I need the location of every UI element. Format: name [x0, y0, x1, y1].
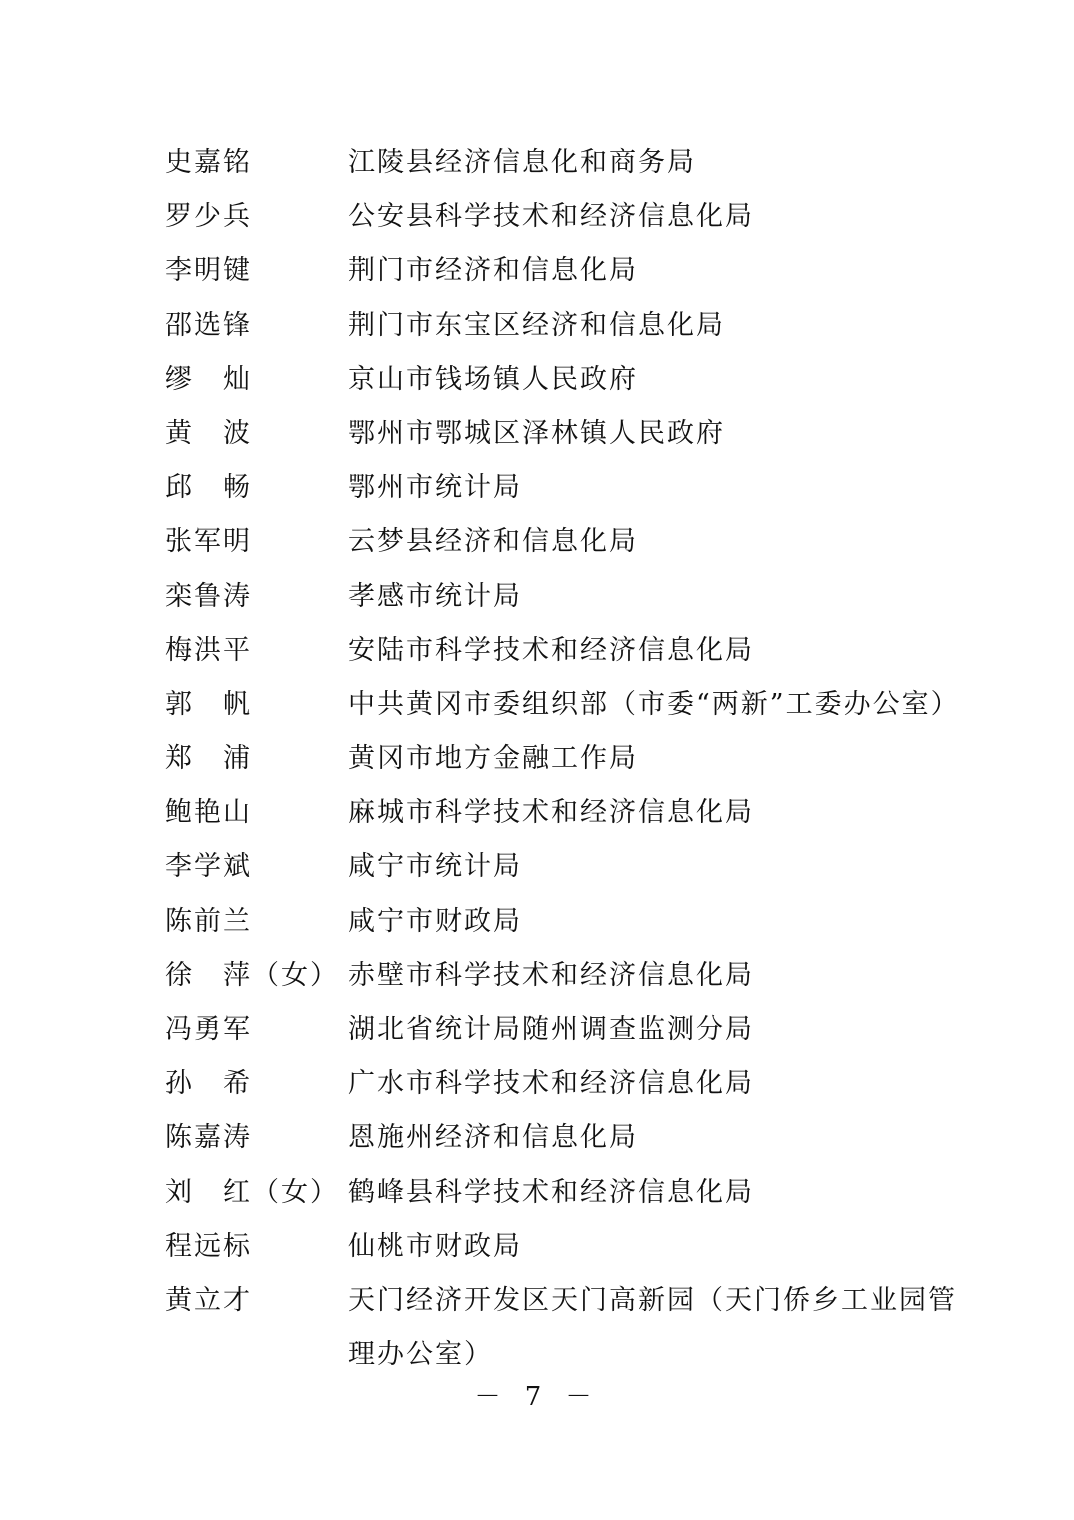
work-unit: 云梦县经济和信息化局 [348, 526, 638, 558]
list-item [165, 244, 945, 298]
work-unit: 公安县科学技术和经济信息化局 [348, 201, 754, 233]
work-unit: 黄冈市地方金融工作局 [348, 743, 638, 775]
list-item [165, 570, 945, 624]
work-unit: 荆门市经济和信息化局 [348, 255, 638, 287]
work-unit: 江陵县经济信息化和商务局 [348, 147, 696, 178]
list-item [165, 136, 945, 190]
person-name: 罗少兵 [165, 201, 252, 233]
person-name: 李明键 [165, 255, 252, 287]
list-item [165, 515, 945, 569]
person-name: 黄立才 [165, 1284, 252, 1316]
list-item [165, 190, 945, 244]
work-unit: 京山市钱场镇人民政府 [348, 363, 638, 395]
list-item [165, 1057, 945, 1111]
work-unit: 咸宁市财政局 [348, 905, 522, 937]
person-name: 郑 浦 [165, 743, 252, 775]
list-item [165, 407, 945, 461]
list-item [165, 678, 960, 732]
work-unit: 赤壁市科学技术和经济信息化局 [348, 959, 754, 991]
person-name: 李学斌 [165, 851, 252, 883]
list-item [165, 353, 945, 407]
work-unit: 广水市科学技术和经济信息化局 [348, 1068, 754, 1100]
list-item [165, 1166, 945, 1220]
work-unit: 鄂州市统计局 [348, 472, 522, 504]
page-number: － 7 － [474, 1382, 600, 1412]
list-item [165, 299, 945, 353]
list-item [165, 895, 945, 949]
work-unit: 中共黄冈市委组织部（市委“两新”工委办公室） [348, 688, 960, 720]
person-name: 冯勇军 [165, 1014, 252, 1045]
person-name: 程远标 [165, 1230, 252, 1262]
person-name: 陈前兰 [165, 905, 252, 937]
work-unit: 理办公室） [348, 1339, 493, 1371]
work-unit: 麻城市科学技术和经济信息化局 [348, 797, 754, 829]
person-name: 孙 希 [165, 1068, 252, 1100]
person-name: 张军明 [165, 526, 252, 558]
person-name: 鲍艳山 [165, 797, 252, 829]
person-name: 梅洪平 [165, 634, 252, 666]
work-unit: 鄂州市鄂城区泽林镇人民政府 [348, 417, 725, 449]
work-unit: 咸宁市统计局 [348, 851, 522, 883]
list-item [165, 732, 945, 786]
list-item [165, 1003, 945, 1057]
person-name: 缪 灿 [165, 363, 252, 395]
name-list [165, 136, 960, 1382]
work-unit: 恩施州经济和信息化局 [348, 1122, 638, 1154]
work-unit: 荆门市东宝区经济和信息化局 [348, 309, 725, 341]
person-name: 邱 畅 [165, 472, 252, 504]
person-name: 史嘉铭 [165, 147, 252, 178]
list-item [165, 1274, 957, 1328]
list-item [165, 1220, 945, 1274]
person-name: 刘 红（女） [165, 1176, 339, 1208]
work-unit: 仙桃市财政局 [348, 1230, 522, 1262]
list-item [165, 624, 945, 678]
person-name: 邵选锋 [165, 309, 252, 341]
list-item-continuation [165, 1328, 945, 1382]
person-name: 徐 萍（女） [165, 959, 339, 991]
person-name: 郭 帆 [165, 688, 252, 720]
person-name: 陈嘉涛 [165, 1122, 252, 1154]
work-unit: 鹤峰县科学技术和经济信息化局 [348, 1176, 754, 1208]
person-name: 栾鲁涛 [165, 580, 252, 612]
list-item [165, 1111, 945, 1165]
list-item [165, 786, 945, 840]
work-unit: 安陆市科学技术和经济信息化局 [348, 634, 754, 666]
list-item [165, 949, 945, 1003]
work-unit: 天门经济开发区天门高新园（天门侨乡工业园管 [348, 1284, 957, 1316]
list-item [165, 840, 945, 894]
list-item [165, 461, 945, 515]
work-unit: 孝感市统计局 [348, 580, 522, 612]
person-name: 黄 波 [165, 417, 252, 449]
work-unit: 湖北省统计局随州调查监测分局 [348, 1014, 754, 1045]
